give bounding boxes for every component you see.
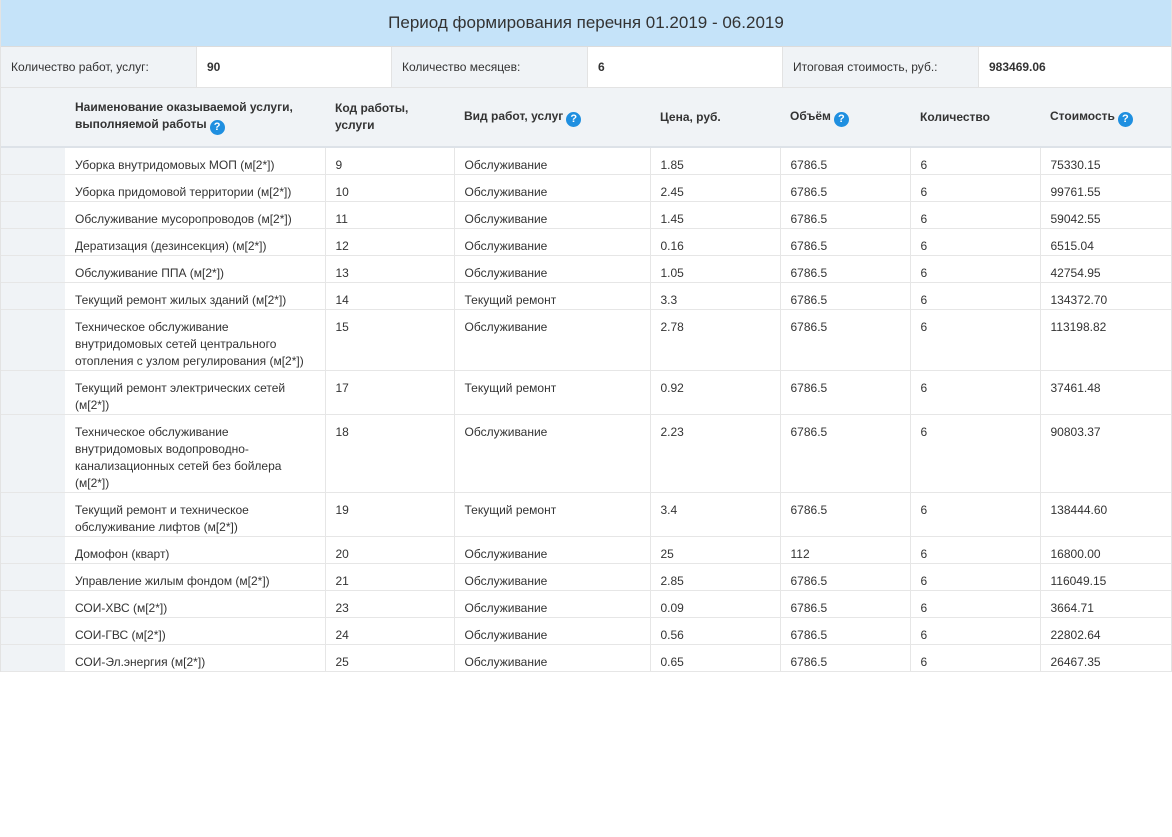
cell-qty: 6 bbox=[910, 618, 1040, 645]
column-header-type-label: Вид работ, услуг bbox=[464, 108, 564, 123]
row-gutter bbox=[1, 175, 65, 202]
cell-price: 2.78 bbox=[650, 310, 780, 371]
cell-code: 18 bbox=[325, 415, 454, 493]
cell-name: СОИ-ХВС (м[2*]) bbox=[65, 591, 325, 618]
services-table bbox=[1, 88, 1171, 672]
cell-type: Обслуживание bbox=[454, 256, 650, 283]
cell-qty: 6 bbox=[910, 175, 1040, 202]
cell-cost: 116049.15 bbox=[1040, 564, 1171, 591]
cell-name: Обслуживание ППА (м[2*]) bbox=[65, 256, 325, 283]
cell-code: 11 bbox=[325, 202, 454, 229]
cell-type: Обслуживание bbox=[454, 537, 650, 564]
cell-type: Текущий ремонт bbox=[454, 371, 650, 415]
cell-code: 17 bbox=[325, 371, 454, 415]
help-icon[interactable]: ? bbox=[566, 112, 581, 127]
cell-type: Обслуживание bbox=[454, 229, 650, 256]
cell-cost: 42754.95 bbox=[1040, 256, 1171, 283]
cell-price: 2.23 bbox=[650, 415, 780, 493]
cell-code: 12 bbox=[325, 229, 454, 256]
cell-cost: 134372.70 bbox=[1040, 283, 1171, 310]
row-gutter bbox=[1, 310, 65, 371]
column-header-cost-label: Стоимость bbox=[1050, 108, 1115, 123]
cell-name: Уборка придомовой территории (м[2*]) bbox=[65, 175, 325, 202]
cell-volume: 112 bbox=[780, 537, 910, 564]
cell-type: Обслуживание bbox=[454, 202, 650, 229]
row-gutter bbox=[1, 283, 65, 310]
column-header-type bbox=[454, 88, 650, 147]
cell-volume: 6786.5 bbox=[780, 256, 910, 283]
cell-code: 25 bbox=[325, 645, 454, 672]
row-gutter bbox=[1, 537, 65, 564]
cell-qty: 6 bbox=[910, 591, 1040, 618]
cell-volume: 6786.5 bbox=[780, 175, 910, 202]
cell-volume: 6786.5 bbox=[780, 618, 910, 645]
cell-volume: 6786.5 bbox=[780, 493, 910, 537]
total-cost-value: 983469.06 bbox=[989, 60, 1046, 74]
cell-code: 24 bbox=[325, 618, 454, 645]
cell-name: Обслуживание мусоропроводов (м[2*]) bbox=[65, 202, 325, 229]
column-header-price: Цена, руб. bbox=[650, 88, 780, 147]
row-gutter bbox=[1, 256, 65, 283]
column-header-volume bbox=[780, 88, 910, 147]
cell-name: Техническое обслуживание внутридомовых водопроводно-канализационных сетей без бойлера (м[2*]) bbox=[65, 415, 325, 493]
cell-name: СОИ-Эл.энергия (м[2*]) bbox=[65, 645, 325, 672]
cell-code: 10 bbox=[325, 175, 454, 202]
table-row bbox=[1, 202, 1171, 229]
cell-qty: 6 bbox=[910, 564, 1040, 591]
row-gutter bbox=[1, 371, 65, 415]
cell-qty: 6 bbox=[910, 493, 1040, 537]
cell-cost: 90803.37 bbox=[1040, 415, 1171, 493]
cell-volume: 6786.5 bbox=[780, 310, 910, 371]
row-gutter bbox=[1, 645, 65, 672]
cell-price: 1.05 bbox=[650, 256, 780, 283]
cell-type: Текущий ремонт bbox=[454, 283, 650, 310]
table-row bbox=[1, 618, 1171, 645]
table-row bbox=[1, 371, 1171, 415]
cell-cost: 113198.82 bbox=[1040, 310, 1171, 371]
table-row bbox=[1, 415, 1171, 493]
cell-volume: 6786.5 bbox=[780, 202, 910, 229]
cell-cost: 16800.00 bbox=[1040, 537, 1171, 564]
help-icon[interactable]: ? bbox=[1118, 112, 1133, 127]
cell-cost: 99761.55 bbox=[1040, 175, 1171, 202]
cell-code: 19 bbox=[325, 493, 454, 537]
cell-volume: 6786.5 bbox=[780, 645, 910, 672]
row-gutter bbox=[1, 591, 65, 618]
cell-qty: 6 bbox=[910, 283, 1040, 310]
table-header-row bbox=[1, 88, 1171, 147]
cell-volume: 6786.5 bbox=[780, 591, 910, 618]
table-row bbox=[1, 537, 1171, 564]
cell-name: Домофон (кварт) bbox=[65, 537, 325, 564]
cell-price: 3.3 bbox=[650, 283, 780, 310]
cell-price: 25 bbox=[650, 537, 780, 564]
cell-price: 1.45 bbox=[650, 202, 780, 229]
table-row bbox=[1, 493, 1171, 537]
cell-qty: 6 bbox=[910, 310, 1040, 371]
cell-price: 0.56 bbox=[650, 618, 780, 645]
total-cost-label: Итоговая стоимость, руб.: bbox=[783, 47, 979, 87]
cell-type: Обслуживание bbox=[454, 645, 650, 672]
row-gutter bbox=[1, 229, 65, 256]
cell-price: 2.45 bbox=[650, 175, 780, 202]
months-count-label: Количество месяцев: bbox=[392, 47, 588, 87]
cell-volume: 6786.5 bbox=[780, 283, 910, 310]
row-gutter bbox=[1, 493, 65, 537]
cell-type: Обслуживание bbox=[454, 591, 650, 618]
row-gutter bbox=[1, 618, 65, 645]
cell-volume: 6786.5 bbox=[780, 229, 910, 256]
cell-name: Управление жилым фондом (м[2*]) bbox=[65, 564, 325, 591]
cell-price: 1.85 bbox=[650, 147, 780, 175]
cell-code: 23 bbox=[325, 591, 454, 618]
cell-qty: 6 bbox=[910, 371, 1040, 415]
gutter-header bbox=[1, 88, 65, 147]
cell-cost: 22802.64 bbox=[1040, 618, 1171, 645]
column-header-code: Код работы, услуги bbox=[325, 88, 454, 147]
cell-volume: 6786.5 bbox=[780, 415, 910, 493]
cell-qty: 6 bbox=[910, 415, 1040, 493]
cell-name: Дератизация (дезинсекция) (м[2*]) bbox=[65, 229, 325, 256]
table-row bbox=[1, 310, 1171, 371]
column-header-cost bbox=[1040, 88, 1171, 147]
cell-cost: 3664.71 bbox=[1040, 591, 1171, 618]
works-count-value: 90 bbox=[197, 47, 392, 87]
cell-type: Обслуживание bbox=[454, 147, 650, 175]
column-header-name bbox=[65, 88, 325, 147]
cell-volume: 6786.5 bbox=[780, 147, 910, 175]
cell-name: Техническое обслуживание внутридомовых сетей центрального отопления с узлом регулирования (м[2*]) bbox=[65, 310, 325, 371]
cell-type: Обслуживание bbox=[454, 175, 650, 202]
cell-volume: 6786.5 bbox=[780, 371, 910, 415]
cell-cost: 59042.55 bbox=[1040, 202, 1171, 229]
cell-cost: 75330.15 bbox=[1040, 147, 1171, 175]
column-header-name-label: Наименование оказываемой услуги, выполняемой работы bbox=[75, 100, 293, 131]
cell-cost: 37461.48 bbox=[1040, 371, 1171, 415]
cell-name: Текущий ремонт электрических сетей (м[2*]) bbox=[65, 371, 325, 415]
cell-qty: 6 bbox=[910, 202, 1040, 229]
row-gutter bbox=[1, 564, 65, 591]
cell-type: Обслуживание bbox=[454, 618, 650, 645]
cell-qty: 6 bbox=[910, 256, 1040, 283]
table-row bbox=[1, 591, 1171, 618]
cell-name: СОИ-ГВС (м[2*]) bbox=[65, 618, 325, 645]
help-icon[interactable]: ? bbox=[834, 112, 849, 127]
cell-qty: 6 bbox=[910, 229, 1040, 256]
cell-cost: 138444.60 bbox=[1040, 493, 1171, 537]
table-row bbox=[1, 645, 1171, 672]
table-body bbox=[1, 147, 1171, 672]
cell-type: Обслуживание bbox=[454, 310, 650, 371]
cell-type: Обслуживание bbox=[454, 564, 650, 591]
cell-price: 0.92 bbox=[650, 371, 780, 415]
cell-cost: 6515.04 bbox=[1040, 229, 1171, 256]
cell-code: 14 bbox=[325, 283, 454, 310]
table-row bbox=[1, 175, 1171, 202]
cell-price: 0.65 bbox=[650, 645, 780, 672]
column-header-volume-label: Объём bbox=[790, 108, 831, 123]
row-gutter bbox=[1, 147, 65, 175]
summary-bar bbox=[1, 47, 1171, 88]
table-row bbox=[1, 256, 1171, 283]
row-gutter bbox=[1, 415, 65, 493]
period-title: Период формирования перечня 01.2019 - 06.2019 bbox=[1, 0, 1171, 47]
cell-volume: 6786.5 bbox=[780, 564, 910, 591]
table-row bbox=[1, 229, 1171, 256]
cell-price: 3.4 bbox=[650, 493, 780, 537]
cell-price: 0.16 bbox=[650, 229, 780, 256]
cell-type: Обслуживание bbox=[454, 415, 650, 493]
works-count-label: Количество работ, услуг: bbox=[1, 47, 197, 87]
column-header-qty: Количество bbox=[910, 88, 1040, 147]
cell-name: Уборка внутридомовых МОП (м[2*]) bbox=[65, 147, 325, 175]
cell-price: 0.09 bbox=[650, 591, 780, 618]
row-gutter bbox=[1, 202, 65, 229]
cell-qty: 6 bbox=[910, 645, 1040, 672]
cell-qty: 6 bbox=[910, 537, 1040, 564]
table-row bbox=[1, 564, 1171, 591]
cell-code: 9 bbox=[325, 147, 454, 175]
months-count-value: 6 bbox=[588, 47, 783, 87]
cell-price: 2.85 bbox=[650, 564, 780, 591]
help-icon[interactable]: ? bbox=[210, 120, 225, 135]
cell-code: 13 bbox=[325, 256, 454, 283]
cell-code: 15 bbox=[325, 310, 454, 371]
table-row bbox=[1, 147, 1171, 175]
cell-qty: 6 bbox=[910, 147, 1040, 175]
cell-cost: 26467.35 bbox=[1040, 645, 1171, 672]
cell-name: Текущий ремонт жилых зданий (м[2*]) bbox=[65, 283, 325, 310]
cell-type: Текущий ремонт bbox=[454, 493, 650, 537]
cell-code: 20 bbox=[325, 537, 454, 564]
cell-code: 21 bbox=[325, 564, 454, 591]
cell-name: Текущий ремонт и техническое обслуживание лифтов (м[2*]) bbox=[65, 493, 325, 537]
table-row bbox=[1, 283, 1171, 310]
